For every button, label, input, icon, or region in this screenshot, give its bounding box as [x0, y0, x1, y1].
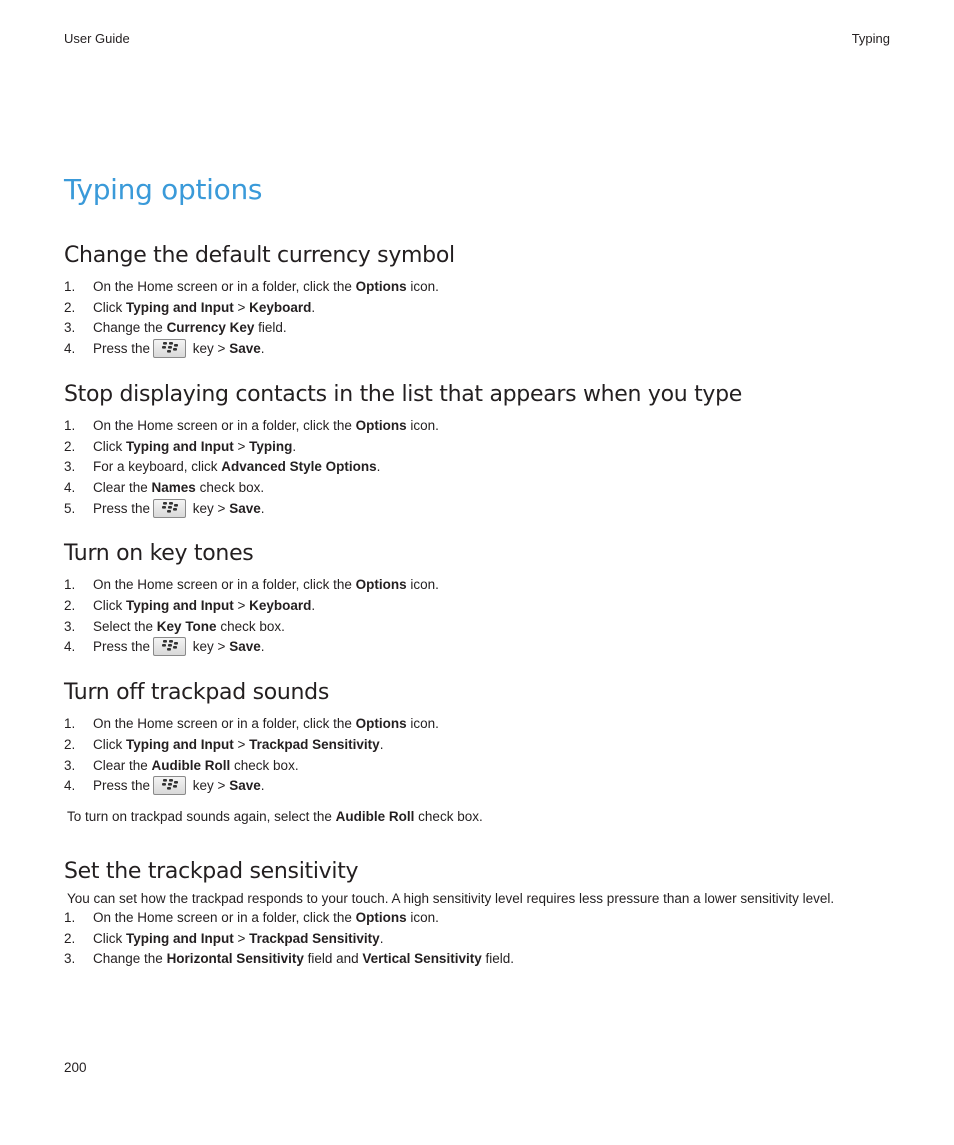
step-item: 2. Click Typing and Input > Typing.	[64, 438, 297, 454]
section-trackpad-sounds	[64, 678, 894, 827]
page-number: 200	[64, 1060, 87, 1075]
step-item: 4. Press the key > Save.	[64, 778, 265, 794]
section-heading: Turn off trackpad sounds	[64, 680, 330, 706]
blackberry-menu-key-icon	[153, 339, 186, 358]
running-header-left: User Guide	[64, 31, 130, 46]
step-item: 2. Click Typing and Input > Keyboard.	[64, 299, 316, 315]
step-item: 1. On the Home screen or in a folder, click the Options icon.	[64, 716, 439, 732]
page-title: Typing options	[64, 173, 263, 206]
blackberry-menu-key-icon	[153, 499, 186, 518]
step-item: 3. For a keyboard, click Advanced Style Options.	[64, 459, 381, 475]
section-currency-symbol	[64, 241, 894, 360]
page-content	[64, 170, 894, 990]
step-item: 3. Change the Currency Key field.	[64, 320, 287, 336]
section-heading: Change the default currency symbol	[64, 243, 455, 268]
step-item: 2. Click Typing and Input > Keyboard.	[64, 598, 316, 614]
section-key-tones	[64, 539, 894, 658]
step-item: 5. Press the key > Save.	[64, 500, 265, 516]
running-header-right: Typing	[851, 31, 890, 46]
section-note: To turn on trackpad sounds again, select the Audible Roll check box.	[67, 808, 483, 824]
section-heading: Set the trackpad sensitivity	[64, 858, 359, 884]
step-item: 2. Click Typing and Input > Trackpad Sensitivity.	[64, 736, 384, 752]
section-heading: Turn on key tones	[64, 541, 254, 567]
step-item: 1. On the Home screen or in a folder, click the Options icon.	[64, 909, 439, 925]
step-item: 2. Click Typing and Input > Trackpad Sensitivity.	[64, 930, 384, 946]
step-item: 1. On the Home screen or in a folder, click the Options icon.	[64, 279, 439, 294]
step-item: 3. Change the Horizontal Sensitivity field and Vertical Sensitivity field.	[64, 951, 514, 967]
step-item: 3. Clear the Audible Roll check box.	[64, 757, 299, 773]
step-item: 3. Select the Key Tone check box.	[64, 618, 285, 634]
section-stop-contacts	[64, 380, 894, 520]
step-list	[64, 714, 894, 797]
step-item: 1. On the Home screen or in a folder, click the Options icon.	[64, 577, 439, 593]
step-item: 4. Clear the Names check box.	[64, 479, 265, 495]
blackberry-menu-key-icon	[153, 776, 186, 795]
step-list	[64, 908, 894, 970]
step-list	[64, 277, 894, 360]
section-trackpad-sensitivity	[64, 857, 894, 970]
step-item: 4. Press the key > Save.	[64, 639, 265, 655]
step-item: 4. Press the key > Save.	[64, 341, 265, 357]
step-list	[64, 575, 894, 658]
step-item: 1. On the Home screen or in a folder, click the Options icon.	[64, 417, 439, 433]
blackberry-menu-key-icon	[153, 637, 186, 656]
section-intro: You can set how the trackpad responds to your touch. A high sensitivity level requires less pressure than a lower sensitivity level.	[67, 890, 835, 906]
section-heading: Stop displaying contacts in the list that appears when you type	[64, 381, 743, 407]
step-list	[64, 416, 894, 520]
